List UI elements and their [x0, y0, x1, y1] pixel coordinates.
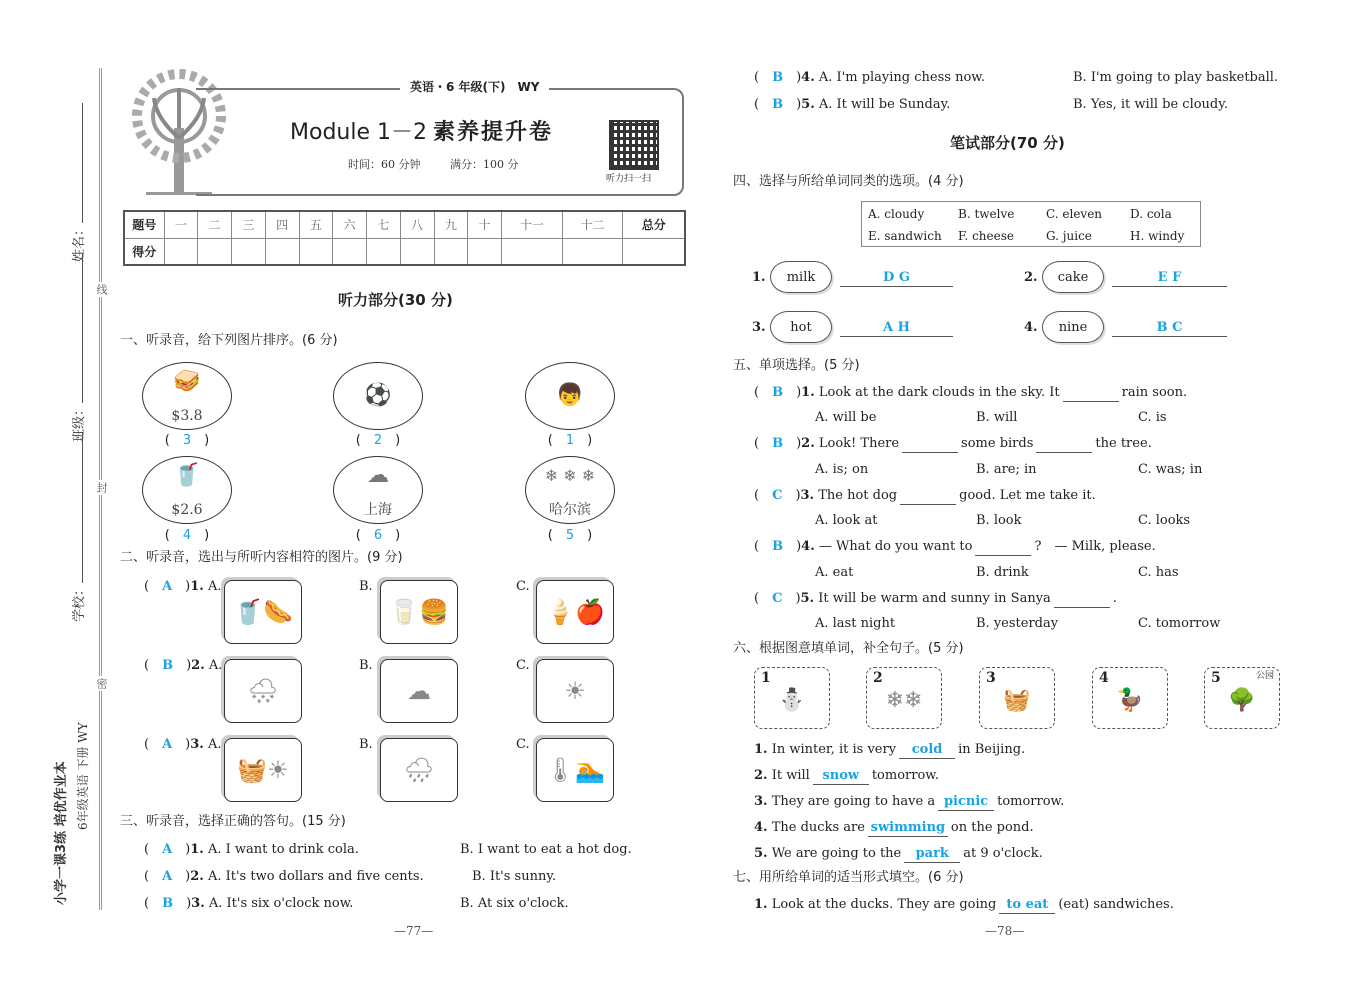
answer-blank[interactable]: cold: [899, 741, 955, 759]
cloud-word: milk: [770, 261, 832, 293]
windy-cloudy-icon: ☁: [367, 463, 389, 488]
part1-picture: [333, 456, 423, 524]
rainy-indoor-icon[interactable]: 🌧: [380, 738, 458, 802]
fill-sentence: 1. In winter, it is very cold in Beijing.: [754, 742, 1026, 757]
score-cell[interactable]: [232, 238, 266, 265]
option: C. looks: [1138, 513, 1191, 528]
header-cell: 题号: [124, 211, 164, 238]
fill-sentence: 2. It will snow tomorrow.: [754, 768, 939, 783]
order-answer[interactable]: ( 2 ): [355, 433, 401, 448]
option: C. was; in: [1138, 462, 1203, 477]
score-cell[interactable]: [562, 238, 623, 265]
score-cell[interactable]: [164, 238, 198, 265]
header-cell: 九: [434, 211, 468, 238]
score-cell[interactable]: [367, 238, 401, 265]
part2-question: ( B )2. A.: [144, 658, 223, 673]
part1-picture: [525, 362, 615, 430]
cut-mark-seal: 封: [95, 482, 108, 493]
part4-heading: 四、选择与所给单词同类的选项。(4 分): [733, 174, 964, 189]
option-label: B.: [359, 737, 373, 752]
duck-pond-icon: 🦆: [1116, 688, 1144, 713]
written-section-title: 笔试部分(70 分): [950, 134, 1065, 152]
header-cell: 十一: [502, 211, 563, 238]
park-sign: 公园: [1255, 671, 1274, 681]
answer[interactable]: C: [772, 591, 783, 606]
option: A. eat: [815, 565, 854, 580]
part3-question: ( A )2. A. It's two dollars and five cents.: [144, 869, 424, 884]
score-cell[interactable]: [623, 238, 685, 265]
answer[interactable]: B: [772, 70, 784, 85]
score-table-score-row: [124, 238, 685, 265]
part3-heading: 三、听录音，选择正确的答句。(15 分): [120, 814, 346, 829]
header-cell: 十二: [562, 211, 623, 238]
option-label: B.: [359, 658, 373, 673]
option: B. yesterday: [976, 616, 1059, 631]
word-option: A. cloudy: [868, 207, 925, 221]
part2-heading: 二、听录音，选出与所听内容相符的图片。(9 分): [120, 550, 403, 565]
order-answer[interactable]: ( 1 ): [547, 433, 593, 448]
part2-question: ( A )3. A.: [144, 737, 222, 752]
word-option: H. windy: [1130, 229, 1185, 243]
option: B. will: [976, 410, 1018, 425]
sunny-icon[interactable]: ☀: [536, 659, 614, 723]
picture-frame: 3 🧺: [979, 667, 1055, 729]
part3-question: ( B )3. A. It's six o'clock now.: [144, 896, 354, 911]
cola-icon: 🥤: [173, 463, 201, 488]
option-label: C.: [516, 579, 530, 594]
part5-question: ( B )4. — What do you want to ? — Milk, please.: [754, 539, 1156, 554]
price-caption: $2.6: [171, 502, 203, 518]
cut-mark-line: 线: [95, 284, 108, 295]
option-b: B. At six o'clock.: [460, 896, 569, 911]
answer[interactable]: A: [162, 869, 173, 884]
picture-frame: 5 公园 🌳: [1204, 667, 1280, 729]
title-module: Module 1－2: [290, 120, 427, 145]
qr-label: 听力扫一扫: [606, 174, 652, 184]
picnic-icon: 🧺: [1003, 688, 1031, 713]
football-boy-icon: ⚽: [364, 383, 392, 408]
option: A. look at: [815, 513, 878, 528]
time-limit: 时间：60 分钟: [348, 158, 421, 171]
brand-title: 小学一课3练 培优作业本: [54, 761, 69, 905]
option: B. are; in: [976, 462, 1037, 477]
answer-blank[interactable]: park: [904, 845, 960, 863]
score-cell[interactable]: [468, 238, 502, 265]
school-field[interactable]: 学校：: [72, 433, 88, 622]
picture-frame: 2 ❄❄: [866, 667, 942, 729]
qr-code-icon[interactable]: [609, 120, 659, 170]
header-cell: 四: [265, 211, 299, 238]
fill-sentence: 5. We are going to the park at 9 o'clock.: [754, 846, 1043, 861]
word-option: G. juice: [1046, 229, 1092, 243]
header-cell: 七: [367, 211, 401, 238]
city-caption: 上海: [364, 502, 392, 518]
part1-heading: 一、听录音，给下列图片排序。(6 分): [120, 333, 338, 348]
option-b: B. Yes, it will be cloudy.: [1073, 97, 1229, 112]
title-cn: 素养提升卷: [433, 119, 554, 145]
class-field[interactable]: 班级：: [72, 253, 88, 442]
word-option: F. cheese: [958, 229, 1014, 243]
order-answer[interactable]: ( 6 ): [355, 528, 401, 543]
option: A. is; on: [815, 462, 869, 477]
cola-hotdog-icon[interactable]: 🥤🌭: [224, 580, 302, 644]
score-row-label: 得分: [124, 238, 164, 265]
option-label: C.: [516, 658, 530, 673]
part3-question: ( B )5. A. It will be Sunday.: [754, 97, 951, 112]
snow-icon: ❄ ❄ ❄: [544, 466, 596, 485]
score-cell[interactable]: [434, 238, 468, 265]
cloud-word: nine: [1042, 311, 1104, 343]
hot-swimming-icon[interactable]: 🌡🏊: [536, 738, 614, 802]
part5-question: ( B )2. Look! There some birds the tree.: [754, 436, 1152, 451]
answer-blank[interactable]: B C: [1112, 320, 1227, 337]
option: B. look: [976, 513, 1022, 528]
header-cell: 总分: [623, 211, 685, 238]
cloud-word: cake: [1042, 261, 1104, 293]
option-label: B.: [359, 579, 373, 594]
score-cell[interactable]: [333, 238, 367, 265]
answer-blank[interactable]: E F: [1112, 270, 1227, 287]
word-bank: [861, 201, 1201, 247]
option: A. will be: [815, 410, 877, 425]
part5-question: ( C )3. The hot dog good. Let me take it.: [754, 488, 1096, 503]
answer[interactable]: A: [162, 737, 173, 752]
answer[interactable]: B: [772, 539, 784, 554]
word-option: D. cola: [1130, 207, 1172, 221]
header-cell: 三: [232, 211, 266, 238]
part1-picture: [333, 362, 423, 430]
word-option: B. twelve: [958, 207, 1015, 221]
park-icon: 🌳: [1228, 688, 1256, 713]
part7-heading: 七、用所给单词的适当形式填空。(6 分): [733, 870, 964, 885]
header-cell: 六: [333, 211, 367, 238]
header-cell: 十: [468, 211, 502, 238]
part2-question: ( A )1. A.: [144, 579, 222, 594]
sandwich-icon: 🥪: [173, 369, 201, 394]
brand-subtitle: 6年级英语 下册 WY: [76, 722, 90, 830]
score-table-header-row: [124, 211, 685, 238]
answer-blank[interactable]: snow: [813, 767, 869, 785]
score-cell[interactable]: [198, 238, 232, 265]
option: B. drink: [976, 565, 1029, 580]
answer[interactable]: C: [772, 488, 783, 503]
page-title: [290, 118, 553, 147]
answer[interactable]: B: [162, 896, 174, 911]
score-cell[interactable]: [299, 238, 333, 265]
answer[interactable]: B: [162, 658, 174, 673]
option-b: B. I'm going to play basketball.: [1073, 70, 1279, 85]
picture-frame: 1 ⛄: [754, 667, 830, 729]
answer-blank[interactable]: D G: [840, 270, 953, 287]
score-cell[interactable]: [400, 238, 434, 265]
icecream-juice-apple-icon[interactable]: 🍦🍎: [536, 580, 614, 644]
page-number-left: —77—: [394, 924, 434, 938]
cut-mark-secret: 密: [95, 678, 108, 689]
part1-picture: [142, 456, 232, 524]
order-answer[interactable]: ( 4 ): [164, 528, 210, 543]
fill-sentence: 1. Look at the ducks. They are going to eat (eat) sandwiches.: [754, 897, 1174, 912]
answer[interactable]: B: [772, 385, 784, 400]
header-cell: 二: [198, 211, 232, 238]
part1-picture: [525, 456, 615, 524]
part5-heading: 五、单项选择。(5 分): [733, 358, 860, 373]
answer[interactable]: B: [772, 436, 784, 451]
order-answer[interactable]: ( 3 ): [164, 433, 210, 448]
header-cell: 一: [164, 211, 198, 238]
answer-blank[interactable]: A H: [840, 320, 953, 337]
part6-heading: 六、根据图意填单词，补全句子。(5 分): [733, 641, 964, 656]
boy-at-desk-icon: 👦: [556, 383, 584, 408]
snowman-family-icon: ⛄: [778, 688, 806, 713]
snowflakes-icon: ❄❄: [885, 688, 923, 713]
part5-question: ( B )1. Look at the dark clouds in the sky. It rain soon.: [754, 385, 1188, 400]
answer[interactable]: B: [772, 97, 784, 112]
option-b: B. It's sunny.: [472, 869, 557, 884]
header-subject: 英语・6 年级(下) WY: [400, 78, 549, 96]
word-option: E. sandwich: [868, 229, 942, 243]
header-cell: 八: [400, 211, 434, 238]
listening-section-title: 听力部分(30 分): [338, 291, 453, 309]
option: A. last night: [815, 616, 896, 631]
order-answer[interactable]: ( 5 ): [547, 528, 593, 543]
snowy-icon[interactable]: 🌨: [224, 659, 302, 723]
answer-blank[interactable]: swimming: [868, 819, 948, 837]
option: C. has: [1138, 565, 1179, 580]
header-cell: 五: [299, 211, 333, 238]
picture-frame: 4 🦆: [1092, 667, 1168, 729]
part3-question: ( B )4. A. I'm playing chess now.: [754, 70, 985, 85]
cloud-word: hot: [770, 311, 832, 343]
name-field[interactable]: 姓名：: [72, 103, 88, 262]
item-number: 2.: [1024, 270, 1038, 285]
part3-question: ( A )1. A. I want to drink cola.: [144, 842, 359, 857]
score-table: [123, 210, 686, 266]
option: C. is: [1138, 410, 1167, 425]
answer[interactable]: A: [162, 579, 173, 594]
score-cell[interactable]: [265, 238, 299, 265]
option: C. tomorrow: [1138, 616, 1221, 631]
cloudy-icon[interactable]: ☁: [380, 659, 458, 723]
answer-blank[interactable]: to eat: [999, 896, 1055, 914]
option-label: C.: [516, 737, 530, 752]
picnic-sunny-icon[interactable]: 🧺☀: [224, 738, 302, 802]
page-number-right: —78—: [985, 924, 1025, 938]
item-number: 3.: [752, 320, 766, 335]
option-b: B. I want to eat a hot dog.: [460, 842, 632, 857]
full-score: 满分：100 分: [450, 158, 519, 171]
word-option: C. eleven: [1046, 207, 1103, 221]
milk-hamburger-icon[interactable]: 🥛🍔: [380, 580, 458, 644]
answer[interactable]: A: [162, 842, 173, 857]
part5-question: ( C )5. It will be warm and sunny in Sanya .: [754, 591, 1117, 606]
score-cell[interactable]: [502, 238, 563, 265]
time-info: [348, 158, 519, 172]
fill-sentence: 3. They are going to have a picnic tomorrow.: [754, 794, 1065, 809]
answer-blank[interactable]: picnic: [938, 793, 994, 811]
part1-picture: [142, 362, 232, 430]
city-caption: 哈尔滨: [549, 502, 591, 518]
price-caption: $3.8: [171, 408, 203, 424]
fill-sentence: 4. The ducks are swimming on the pond.: [754, 820, 1034, 835]
item-number: 4.: [1024, 320, 1038, 335]
item-number: 1.: [752, 270, 766, 285]
